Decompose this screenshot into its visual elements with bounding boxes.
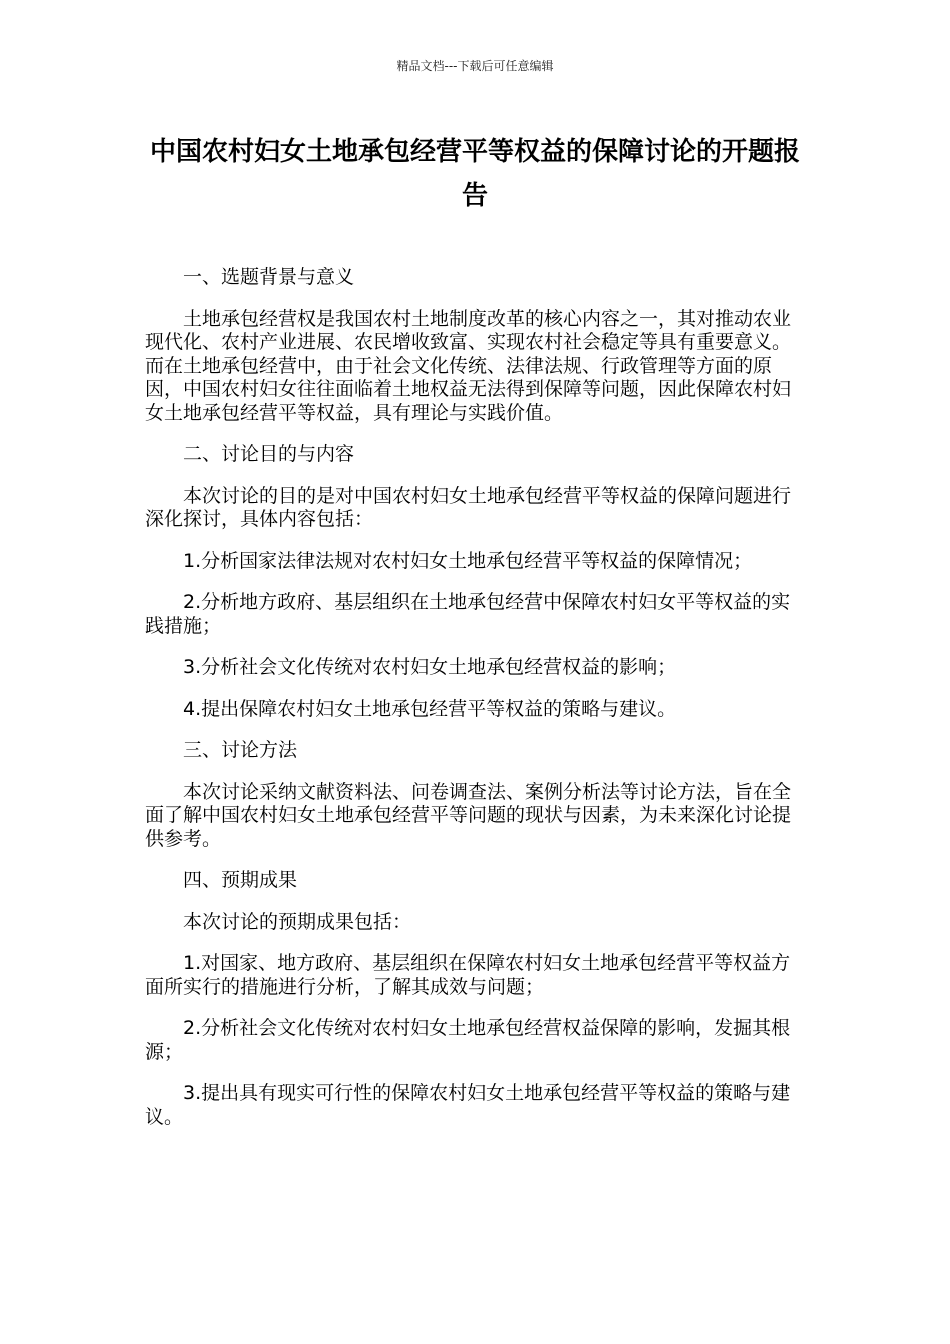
- list-item-purpose-3: 3.分析社会文化传统对农村妇女土地承包经营权益的影响；: [183, 656, 677, 678]
- document-body: [145, 266, 800, 1147]
- list-item-results-3: 3.提出具有现实可行性的保障农村妇女土地承包经营平等权益的策略与建议。: [145, 1082, 791, 1128]
- paragraph-results: 本次讨论的预期成果包括：: [183, 910, 412, 933]
- list-item-purpose-1: 1.分析国家法律法规对农村妇女土地承包经营平等权益的保障情况；: [183, 549, 753, 572]
- paragraph-method: 本次讨论采纳文献资料法、问卷调查法、案例分析法等讨论方法，旨在全面了解中国农村妇女土地承包经营平等问题的现状与因素，为未来深化讨论提供参考。: [145, 780, 792, 850]
- paragraph-background: 土地承包经营权是我国农村土地制度改革的核心内容之一，其对推动农业现代化、农村产业进展、农民增收致富、实现农村社会稳定等具有重要意义。而在土地承包经营中，由于社会文化传统、法律法规、行政管理等方面的原因，中国农村妇女往往面临着土地权益无法得到保障等问题，因此保障农村妇女土地承包经营平等权益，具有理论与实践价值。: [145, 307, 792, 424]
- list-item-purpose-4: 4.提出保障农村妇女土地承包经营平等权益的策略与建议。: [183, 697, 677, 720]
- section-heading-background: 一、选题背景与意义: [183, 266, 355, 288]
- list-item-purpose-2: 2.分析地方政府、基层组织在土地承包经营中保障农村妇女平等权益的实践措施；: [145, 591, 791, 637]
- header-note: 精品文档---下载后可任意编辑: [396, 59, 554, 73]
- document-title: 中国农村妇女土地承包经营平等权益的保障讨论的开题报告: [149, 137, 800, 211]
- section-heading-results: 四、预期成果: [183, 869, 298, 891]
- section-heading-method: 三、讨论方法: [183, 739, 298, 761]
- list-item-results-2: 2.分析社会文化传统对农村妇女土地承包经营权益保障的影响，发掘其根源；: [145, 1017, 791, 1063]
- paragraph-purpose: 本次讨论的目的是对中国农村妇女土地承包经营平等权益的保障问题进行深化探讨，具体内容包括：: [145, 484, 792, 530]
- section-heading-purpose: 二、讨论目的与内容: [183, 443, 355, 465]
- list-item-results-1: 1.对国家、地方政府、基层组织在保障农村妇女土地承包经营平等权益方面所实行的措施进行分析，了解其成效与问题；: [145, 952, 791, 998]
